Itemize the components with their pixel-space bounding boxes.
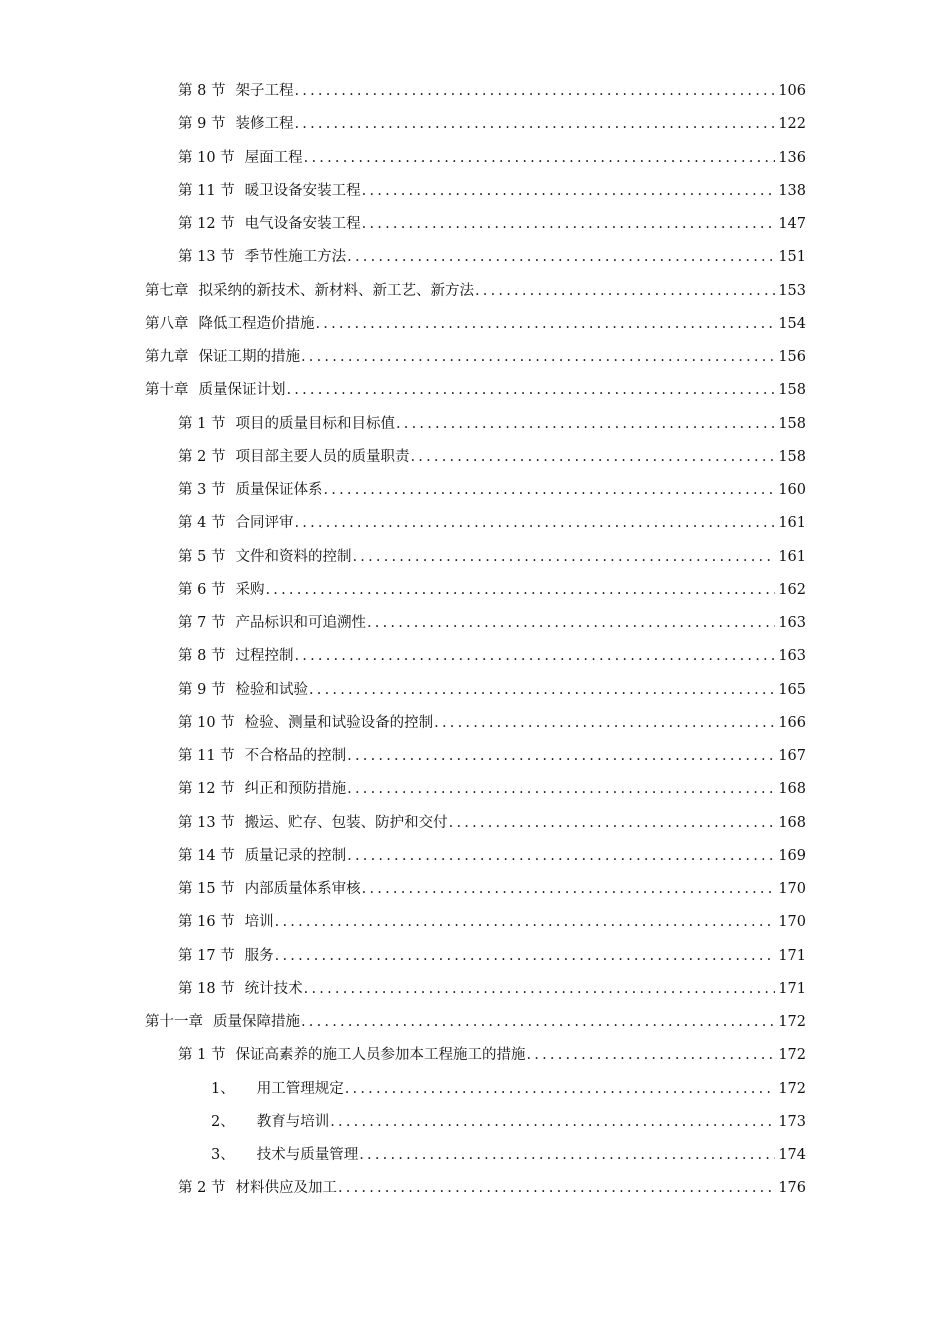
toc-entry[interactable] [0,142,950,175]
toc-entry-title: 纠正和预防措施 [244,781,347,798]
toc-entry-number: 第 5 节 [178,548,226,565]
toc-entry[interactable] [0,208,950,241]
toc-entry-title: 项目的质量目标和目标值 [235,415,395,432]
dot-leader [304,142,776,175]
toc-entry-number: 1、 [211,1080,235,1097]
toc-entry-number: 2、 [211,1113,235,1130]
toc-entry-number: 第 14 节 [178,847,235,864]
dot-leader [410,441,775,474]
toc-entry-title: 材料供应及加工 [235,1180,337,1197]
dot-leader [330,1106,775,1139]
toc-entry-title: 技术与质量管理 [256,1147,359,1163]
toc-entry-page-number: 158 [778,415,806,432]
toc-entry-number: 第 10 节 [178,714,235,731]
toc-entry-number: 第 15 节 [178,881,235,897]
toc-entry-number: 第 12 节 [178,216,235,232]
toc-entry-title: 不合格品的控制 [244,748,347,764]
toc-entry-number: 第 13 节 [178,249,235,266]
toc-entry[interactable] [0,773,950,806]
toc-entry[interactable] [0,940,950,973]
toc-entry[interactable] [0,507,950,540]
toc-entry-title: 统计技术 [244,980,303,997]
toc-entry[interactable] [0,1006,950,1039]
toc-entry-page-number: 136 [778,149,806,166]
toc-entry-number: 第 17 节 [178,947,235,964]
dot-leader [347,241,775,274]
toc-entry[interactable] [0,840,950,873]
toc-entry-title: 过程控制 [235,648,294,665]
toc-entry-page-number: 166 [778,714,806,731]
dot-leader [338,1172,775,1205]
dot-leader [362,175,776,208]
toc-entry-page-number: 172 [778,1047,806,1064]
dot-leader [301,1006,775,1039]
toc-entry-title: 保证工期的措施 [198,349,300,365]
toc-entry-page-number: 154 [778,315,806,332]
toc-entry-page-number: 168 [778,781,806,798]
toc-entry-title: 拟采纳的新技术、新材料、新工艺、新方法 [198,282,474,299]
toc-entry[interactable] [0,674,950,707]
toc-entry-page-number: 173 [778,1113,806,1130]
toc-entry-number: 第 3 节 [178,482,226,498]
dot-leader [434,707,775,740]
toc-entry-number: 第 8 节 [178,83,226,99]
toc-entry-title: 服务 [244,947,274,964]
dot-leader [287,374,776,407]
dot-leader [304,973,776,1006]
toc-entry[interactable] [0,574,950,607]
toc-entry-title: 检验、测量和试验设备的控制 [244,714,434,731]
toc-entry-number: 第七章 [145,282,189,299]
toc-entry-page-number: 147 [778,216,806,232]
toc-entry-number: 第 10 节 [178,149,235,166]
dot-leader [362,873,776,906]
toc-entry[interactable] [0,973,950,1006]
toc-entry-number: 第 2 节 [178,448,226,465]
toc-entry-number: 第 16 节 [178,914,235,931]
toc-entry-title: 季节性施工方法 [244,249,347,266]
dot-leader [294,108,775,141]
dot-leader [275,940,776,973]
dot-leader [301,341,775,374]
toc-entry-number: 第 2 节 [178,1180,226,1197]
toc-entry-page-number: 158 [778,382,806,399]
toc-entry[interactable] [0,308,950,341]
table-of-contents [0,75,950,1206]
toc-entry-number: 第 7 节 [178,615,226,631]
dot-leader [359,1139,775,1172]
toc-entry-page-number: 172 [778,1080,806,1097]
toc-entry[interactable] [0,740,950,773]
dot-leader [362,208,776,241]
toc-entry-page-number: 174 [778,1147,806,1163]
dot-leader [347,840,775,873]
toc-entry-number: 3、 [211,1147,235,1163]
toc-entry-number: 第九章 [145,349,189,365]
toc-entry[interactable] [0,707,950,740]
toc-entry-number: 第 8 节 [178,648,226,665]
dot-leader [347,740,775,773]
toc-entry-title: 培训 [244,914,274,931]
toc-entry-number: 第 12 节 [178,781,235,798]
toc-entry-title: 质量记录的控制 [244,847,347,864]
toc-entry-page-number: 160 [778,482,806,498]
toc-entry-page-number: 161 [778,515,806,532]
dot-leader [294,507,775,540]
dot-leader [275,906,776,939]
toc-entry-page-number: 172 [778,1014,806,1030]
dot-leader [309,674,775,707]
toc-entry[interactable] [0,1073,950,1106]
toc-entry-title: 质量保障措施 [213,1014,300,1030]
toc-entry-page-number: 168 [778,814,806,831]
dot-leader [265,574,775,607]
toc-entry-page-number: 163 [778,648,806,665]
toc-entry-title: 架子工程 [235,83,294,99]
toc-entry-number: 第 1 节 [178,415,226,432]
toc-entry-page-number: 163 [778,615,806,631]
toc-entry[interactable] [0,108,950,141]
toc-entry[interactable] [0,474,950,507]
toc-entry-page-number: 169 [778,847,806,864]
dot-leader [323,474,775,507]
toc-entry-number: 第 11 节 [178,748,235,764]
toc-entry[interactable] [0,541,950,574]
dot-leader [475,275,775,308]
toc-entry[interactable] [0,807,950,840]
toc-entry[interactable] [0,1039,950,1072]
toc-entry-page-number: 171 [778,947,806,964]
toc-entry-title: 暖卫设备安装工程 [244,182,361,199]
toc-entry-title: 质量保证计划 [198,382,286,399]
dot-leader [396,408,775,441]
toc-entry-page-number: 171 [778,980,806,997]
dot-leader [449,807,776,840]
toc-entry-number: 第 6 节 [178,581,226,598]
toc-entry[interactable] [0,441,950,474]
toc-entry-title: 保证高素养的施工人员参加本工程施工的措施 [235,1047,526,1064]
toc-entry[interactable] [0,175,950,208]
toc-entry[interactable] [0,1139,950,1172]
toc-entry-title: 用工管理规定 [256,1080,344,1097]
toc-entry-title: 屋面工程 [244,149,303,166]
toc-entry-number: 第 11 节 [178,182,235,199]
toc-entry-number: 第 9 节 [178,116,226,133]
toc-entry-page-number: 153 [778,282,806,299]
dot-leader [294,640,775,673]
toc-entry-title: 检验和试验 [235,681,308,698]
toc-entry-number: 第八章 [145,315,189,332]
toc-entry-title: 产品标识和可追溯性 [235,615,366,631]
toc-entry-title: 装修工程 [235,116,294,133]
toc-entry-title: 采购 [235,581,265,598]
toc-entry[interactable] [0,374,950,407]
toc-entry-page-number: 161 [778,548,806,565]
toc-entry-title: 质量保证体系 [235,482,323,498]
toc-entry-page-number: 170 [778,914,806,931]
toc-entry[interactable] [0,607,950,640]
toc-entry-title: 文件和资料的控制 [235,548,352,565]
toc-entry-title: 降低工程造价措施 [198,315,315,332]
toc-entry-page-number: 151 [778,249,806,266]
toc-entry-page-number: 138 [778,182,806,199]
toc-entry-page-number: 165 [778,681,806,698]
toc-entry[interactable] [0,640,950,673]
dot-leader [316,308,776,341]
toc-entry[interactable] [0,1106,950,1139]
toc-entry-page-number: 158 [778,448,806,465]
toc-entry-title: 合同评审 [235,515,294,532]
toc-entry-page-number: 170 [778,881,806,897]
toc-entry[interactable] [0,1172,950,1205]
toc-entry[interactable] [0,341,950,374]
toc-entry[interactable] [0,408,950,441]
toc-entry-number: 第 1 节 [178,1047,226,1064]
toc-entry-number: 第十章 [145,382,189,399]
toc-entry-page-number: 122 [778,116,806,133]
toc-entry[interactable] [0,241,950,274]
toc-entry-page-number: 167 [778,748,806,764]
toc-entry-title: 教育与培训 [256,1113,330,1130]
dot-leader [526,1039,775,1072]
toc-entry-title: 内部质量体系审核 [244,881,361,897]
toc-entry[interactable] [0,275,950,308]
toc-entry-number: 第 9 节 [178,681,226,698]
toc-entry-number: 第十一章 [145,1014,203,1030]
toc-entry-page-number: 162 [778,581,806,598]
dot-leader [367,607,775,640]
toc-entry-page-number: 106 [778,83,806,99]
toc-entry-title: 搬运、贮存、包装、防护和交付 [244,814,448,831]
toc-entry[interactable] [0,873,950,906]
toc-entry[interactable] [0,906,950,939]
toc-entry-number: 第 13 节 [178,814,235,831]
dot-leader [352,541,775,574]
dot-leader [347,773,775,806]
dot-leader [345,1073,776,1106]
dot-leader [294,75,775,108]
toc-entry-page-number: 156 [778,349,806,365]
toc-entry-page-number: 176 [778,1180,806,1197]
toc-entry[interactable] [0,75,950,108]
toc-entry-number: 第 18 节 [178,980,235,997]
toc-entry-title: 电气设备安装工程 [244,216,361,232]
toc-entry-number: 第 4 节 [178,515,226,532]
toc-entry-title: 项目部主要人员的质量职责 [235,448,410,465]
